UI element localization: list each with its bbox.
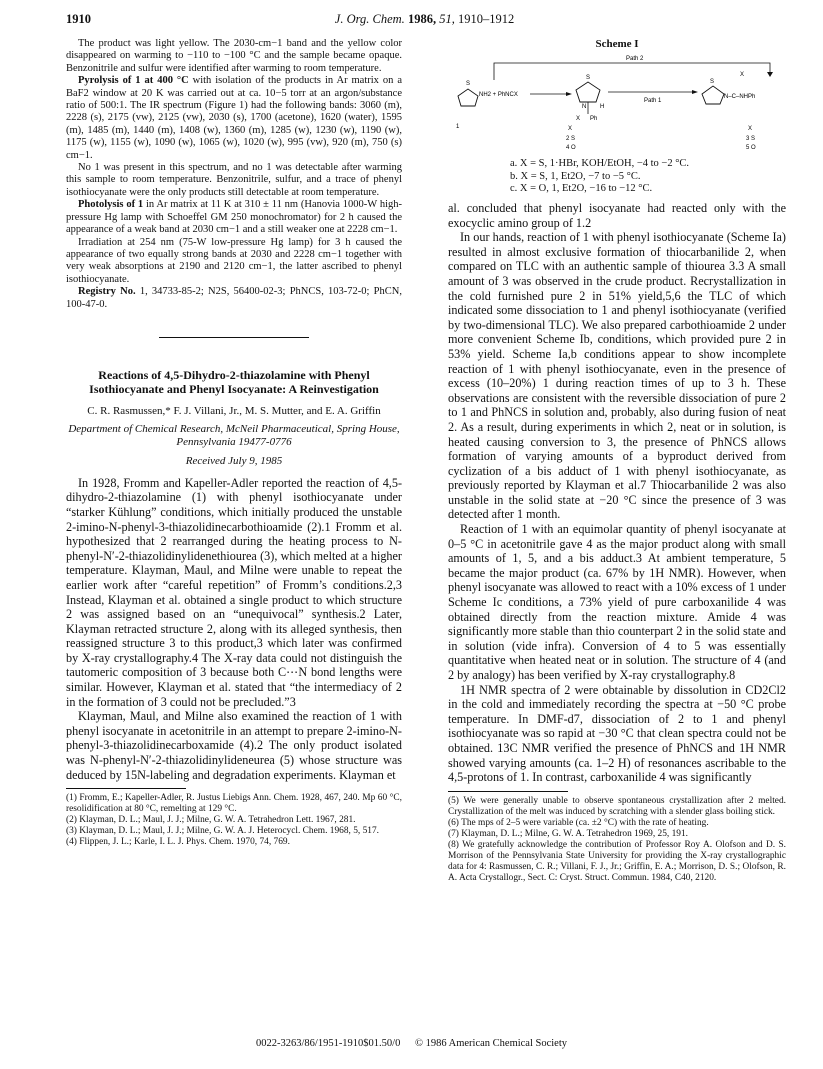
article-authors: C. R. Rasmussen,* F. J. Villani, Jr., M. S. Mutter, and E. A. Griffin [87,404,381,417]
condition-c: c. X = O, 1, Et2O, −16 to −12 °C. [510,182,653,194]
ring2-h: H [600,104,605,111]
product-group: N–C–NHPh [724,94,756,101]
right-paragraph-3: Reaction of 1 with an equimolar quantity of phenyl isocyanate at 0–5 °C in acetonitrile gave 4 as the major product along with small amounts of 1, 5, and a bis adduct.3 At ambient temperature, 5 became the major product (ca. 67% by 1H NMR). However, when phenyl isocyanate was allowed to react with a 10% excess of 1 under Scheme Ic conditions, a 73% yield of pure carboxanilide 4 was obtained directly from the reaction mixture. Amide 4 was significantly more stable than thio counterpart 2 in the solid state and in solution (vide infra). Conversion of 4 to 5 was essentially quantitative when heated neat or in solution. The structure of 4 (and 2 by analogy) has been verified by X-ray crystallography.8 [448,522,786,683]
running-header [66,12,783,32]
article-title: Reactions of 4,5-Dihydro-2-thiazolamine with Phenyl Isothiocyanate and Phenyl Isocyanate: A Reinvestigation [89,367,379,397]
paragraph-no-1: No 1 was present in this spectrum, and no 1 was detectable after warming this sample to room temperature. Benzonitrile, sulfur, and a trace of phenyl isothiocyanate were the only products still detectable at room temperature. [66,162,402,198]
paragraph-pyrolysis [66,75,402,162]
ring3-s: S [710,79,715,86]
photolysis-lead: Photolysis of 1 [78,199,144,211]
compound-1-label: 1 [456,124,460,131]
right-column [448,38,786,884]
compound-2-label: 2 S [566,136,576,143]
left-column [66,38,402,848]
photolysis-text: in Ar matrix at 11 K at 310 ± 11 nm (Hanovia 1000-W high-pressure Hg lamp with Schoeffel GM 250 monochromator) for 2 h caused the appearance of a weak band at 2030 cm−1 and a still weaker one at 2228 cm−1. [66,199,402,236]
ring2-x: X [576,116,581,123]
right-paragraph-1: al. concluded that phenyl isocyanate had reacted only with the exocyclic amino group of 1.2 [448,201,786,230]
footnote-6: (6) The mps of 2–5 were variable (ca. ±2 °C) with the rate of heating. [448,817,709,828]
scheme-conditions [448,158,786,195]
footer-copyright: © 1986 American Chemical Society [414,1038,568,1049]
reaction-scheme [448,52,786,154]
right-paragraph-2: In our hands, reaction of 1 with phenyl isothiocyanate (Scheme Ia) resulted in almost exclusive formation of thiocarbanilide 2, when compared on TLC with an authentic sample of thiourea 3.3 A small amount of 3 was observed in the crude product. Recrystallization in the cold furnished pure 2 in 51% yield,5,6 the TLC of which indicated some dissociation to 1 and phenyl isothiocyanate (verified by two-dimensional TLC). We also prepared carbothioamide 2 under more convenient Scheme Ib, conditions, which provided pure 2 in 53% yield. Scheme Ia,b conditions appear to show incomplete reaction of 1 with phenyl isothiocyanate, even in the presence of excess (10–20%) 1 during reaction times of up to 3 h. These observations are consistent with the reversible dissociation of pure 2 to 1 and PhNCS in solution and, probably, also during fusion of neat 2. As a result, during experiments in which 2, neat or in solution, is heated causing conversion to 3, the presence of PhNCS allows formation of varying amounts of a byproduct derived from cyclization of a bis adduct of 1 with phenyl isothiocyanate, as previously reported by Klayman et al.7 Thiocarbanilide 2 was also unstable in the solid state at −20 °C since the presence of 3 was detected after 1 month. [448,230,786,522]
paragraph-product: The product was light yellow. The 2030-cm−1 band and the yellow color disappeared on warming to −110 to −100 °C and the sample became opaque. Benzonitrile and sulfur were identified after warming to room temperature. [66,38,402,74]
arrow-a-head [566,92,572,96]
footer-code: 0022-3263/86/1951-1910$01.50/0 [255,1038,401,1049]
registry-numbers [66,286,402,311]
footnote-1: (1) Fromm, E.; Kapeller-Adler, R. Justus Liebigs Ann. Chem. 1928, 467, 240. Mp 60 °C, resolidification at 80 °C, remelting at 129 °C. [66,793,402,815]
product-x: X [740,72,745,79]
thiazoline-ring-1 [458,89,478,106]
condition-b: b. X = S, 1, Et2O, −7 to −5 °C. [510,170,641,182]
compound-3-label: 3 S [746,136,756,143]
received-date: Received July 9, 1985 [185,455,283,468]
journal-name: J. Org. Chem. [334,12,405,26]
journal-citation [66,12,783,27]
compound-5-label: 5 O [746,145,756,152]
footnote-2: (2) Klayman, D. L.; Maul, J. J.; Milne, G. W. A. Tetrahedron Lett. 1967, 281. [66,815,356,826]
registry-lead: Registry No. [78,286,136,298]
footnote-5: (5) We were generally unable to observe spontaneous crystallization after 2 melted. Crystallization of the melt was induced by scratching with a slender glass boiling stick. [448,795,786,817]
footnote-3: (3) Klayman, D. L.; Maul, J. J.; Milne, G. W. A. J. Heterocycl. Chem. 1968, 5, 517. [66,826,379,837]
footnote-8: (8) We gratefully acknowledge the contribution of Professor Roy A. Olofson and D. S. Morrison of the Pennsylvania State University for providing the X-ray crystallographic data for 4: Rasmussen, C. R.; Villani, F. J., Jr.; Griffin, E. A.; Morrison, D. S.; Olofson, R. A. Acta Crystallogr., Sect. C: Cryst. Struct. Commun. 1984, C40, 2120. [448,839,786,883]
ring2-ph: Ph [590,116,598,123]
intermediate-x: X [568,126,573,133]
path2-arrow [494,63,770,80]
paragraph-photolysis [66,199,402,236]
body-paragraph-1: In 1928, Fromm and Kapeller-Adler reported the reaction of 4,5-dihydro-2-thiazolamine (1) with phenyl isothiocyanate under “starker Kühlung” conditions, which initially produced the unstable 2-imino-N-phenyl-3-thiazolidinecarbothioamide (2).1 Fromm et al. hypothesized that 2 rearranged during the heating process to N-phenyl-N′-2-thiazolidinylidenethiourea (3), which melted at a higher temperature. Klayman, Maul, and Milne were unable to repeat the earlier work after “careful repetition” of Fromm’s conditions.2,3 Instead, Klayman et al. obtained a single product to which structure 2 was assigned based on an “unequivocal” synthesis.2 Later, Klayman retracted structure 2, along with its alleged synthesis, then reassigned structure 3 to this product,3 which later was confirmed by X-ray crystallography.4 The X-ray data could not distinguish the tautomeric composition of 3 because both C⋯N bond lengths were similar. However, Klayman et al. stated that “the intermediacy of 2 in the formation of 3 could not be precluded.”3 [66,475,402,709]
condition-a: a. X = S, 1·HBr, KOH/EtOH, −4 to −2 °C. [510,158,690,170]
footnote-divider-right [448,791,568,792]
reactant-label: NH2 + PhNCX [479,92,518,99]
pyrolysis-lead: Pyrolysis of 1 at 400 °C [78,75,189,87]
footnote-4: (4) Flippen, J. L.; Karle, I. L. J. Phys. Chem. 1970, 74, 769. [66,837,290,848]
path2-label: Path 2 [626,56,644,63]
page-number: 1910 [66,12,91,26]
compound-4-label: 4 O [566,145,576,152]
journal-pages: 1910–1912 [457,12,515,26]
journal-volume: 51, [439,12,455,26]
pyrolysis-text: with isolation of the products in Ar matrix on a BaF2 window at 20 K was carried out at ca. 10−5 torr at an argon/substance ratio of 500:1. The IR spectrum (Figure 1) had the following bands: 3060 (m), 2228 (s), 2175 (vw), 2125 (vw), 2030 (s), 1700 (acetone), 1620 (water), 1595 (m), 1485 (m), 1440 (m), 1408 (w), 1360 (m), 1285 (w), 1230 (w), 1190 (w), 1175 (w), 1155 (w), 1090 (w), 1065 (w), 1020 (w), 995 (vw), 920 (m), 750 (s) cm−1. [66,75,402,161]
paragraph-irradiation: Irradiation at 254 nm (75-W low-pressure Hg lamp) for 3 h caused the appearance of two equally strong bands at 2030 and 2228 cm−1 together with very weak absorptions at 2190 and 2120 cm−1, the latter ascribed to phenyl isothiocyanate. [66,236,402,285]
ring2-n: N [582,104,587,111]
ring1-s: S [466,81,471,88]
article-affiliation: Department of Chemical Research, McNeil Pharmaceutical, Spring House, Pennsylvania 19477-0776 [68,423,400,449]
body-paragraph-2: Klayman, Maul, and Milne also examined the reaction of 1 with phenyl isocyanate in acetonitrile in an attempt to prepare 2-imino-N-phenyl-3-thiazolidinecarboxamide (4).2 The only product isolated was N-phenyl-N′-2-thiazolidinylideneurea (5) whose structure was deduced by 15N-labeling and degradation experiments. Klayman et [66,709,402,782]
path1-label: Path 1 [644,98,662,105]
scheme-title: Scheme I [595,38,639,50]
thiazolidine-ring-3 [702,86,724,104]
footnote-divider [66,788,186,789]
product-x-label: X [748,126,753,133]
path2-arrowhead [767,72,773,77]
right-paragraph-4: 1H NMR spectra of 2 were obtainable by dissolution in CD2Cl2 in the cold and immediately recording the spectra at −50 °C probe temperature. In DMF-d7, dissociation of 2 to 1 and phenyl isothiocyanate was so rapid at −30 °C that clean spectra could not be obtained. 13C NMR verified the presence of PhNCS and 1H NMR showed varying amounts (ca. 1–2 H) of resonances ascribable to the 4,5-protons of 1. In contrast, carboxanilide 4 was significantly [448,682,786,785]
footnote-7: (7) Klayman, D. L.; Milne, G. W. A. Tetrahedron 1969, 25, 191. [448,828,689,839]
ring2-s: S [586,75,591,82]
thiazolidine-ring-2 [576,82,600,102]
registry-text: 1, 34733-85-2; N2S, 56400-02-3; PhNCS, 103-72-0; PhCN, 100-47-0. [66,286,402,310]
page-footer [0,1038,823,1049]
journal-year: 1986, [407,12,437,26]
path1-arrowhead [692,90,698,94]
section-divider [159,337,309,338]
